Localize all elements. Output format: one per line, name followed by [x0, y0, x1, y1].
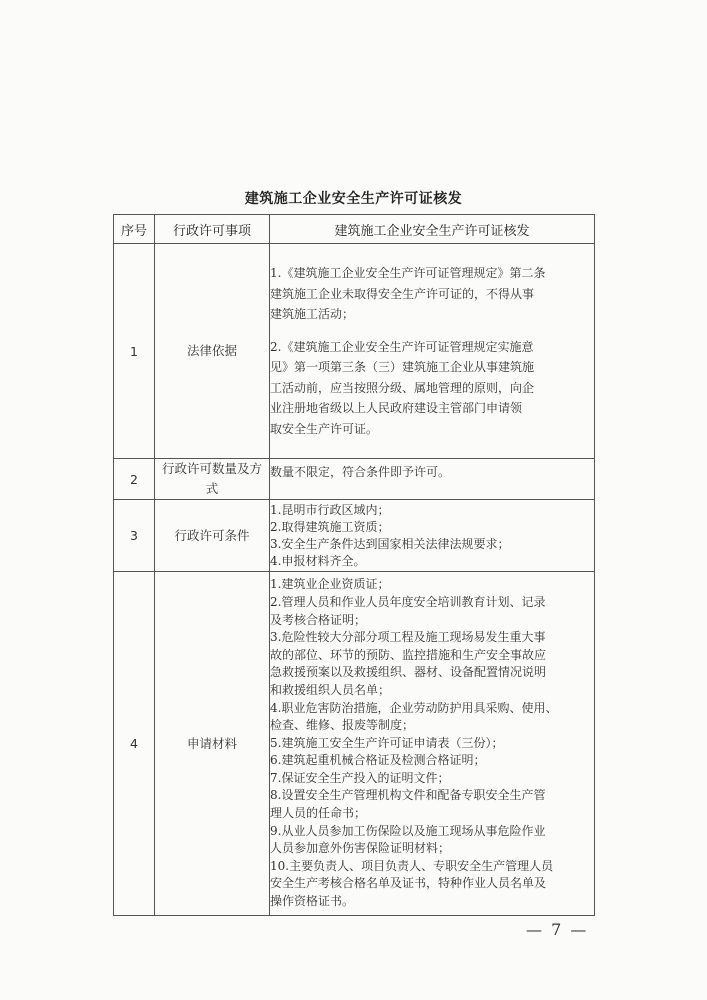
license-table — [113, 214, 595, 916]
table-row — [114, 500, 595, 572]
content-line: 建筑施工活动； — [270, 307, 355, 321]
content-line: 3.安全生产条件达到国家相关法律法规要求； — [270, 536, 510, 551]
row-item: 申请材料 — [155, 572, 270, 916]
content-line: 故的部位、环节的预防、监控措施和生产安全事故应 — [270, 647, 547, 662]
content-line: 人员参加意外伤害保险证明材料； — [270, 841, 451, 856]
legal-basis-paragraph — [270, 337, 594, 440]
table-row — [114, 572, 595, 916]
row-number: 2 — [114, 459, 155, 500]
content-line: 7.保证安全生产投入的证明文件； — [270, 770, 450, 785]
item-line: 行政许可数量及方 — [161, 461, 262, 476]
content-line: 3.危险性较大分部分项工程及施工现场易发生重大事 — [270, 630, 546, 645]
content-line: 4.职业危害防治措施，企业劳动防护用具采购、使用、 — [270, 700, 558, 715]
content-line: 工活动前，应当按照分级、属地管理的原则，向企 — [270, 380, 535, 395]
content-line: 9.从业人员参加工伤保险以及施工现场从事危险作业 — [270, 823, 546, 838]
content-line: 检查、维修、报废等制度； — [270, 718, 415, 733]
table-header-row — [114, 215, 595, 244]
content-line: 安全生产考核合格名单及证书，特种作业人员名单及 — [270, 876, 547, 891]
content-line: 10.主要负责人、项目负责人、专职安全生产管理人员 — [270, 858, 554, 873]
page-number: — 7 — — [526, 920, 589, 939]
row-content — [270, 572, 595, 916]
content-line: 操作资格证书。 — [270, 894, 355, 909]
content-line: 1.昆明市行政区域内； — [270, 502, 390, 517]
content-line: 1.《建筑施工企业安全生产许可证管理规定》第二条 — [270, 266, 546, 280]
table-row — [114, 459, 595, 500]
row-content — [270, 500, 595, 572]
header-content: 建筑施工企业安全生产许可证核发 — [270, 215, 595, 244]
header-item: 行政许可事项 — [155, 215, 270, 244]
row-content: 数量不限定，符合条件即予许可。 — [270, 459, 595, 500]
row-content — [270, 244, 595, 459]
content-line: 理人员的任命书； — [270, 806, 367, 821]
content-line: 见》第一项第三条（三）建筑施工企业从事建筑施 — [270, 360, 535, 374]
row-item — [155, 459, 270, 500]
content-line: 及考核合格证明； — [270, 612, 367, 627]
row-number: 4 — [114, 572, 155, 916]
row-number: 1 — [114, 244, 155, 459]
content-line: 2.取得建筑施工资质； — [270, 519, 390, 534]
content-line: 2.管理人员和作业人员年度安全培训教育计划、记录 — [270, 594, 546, 609]
content-line: 建筑施工企业未取得安全生产许可证的，不得从事 — [270, 286, 535, 301]
item-line: 式 — [205, 481, 219, 496]
document-title: 建筑施工企业安全生产许可证核发 — [244, 191, 463, 207]
content-line: 1.建筑业企业资质证； — [270, 577, 390, 592]
content-line: 8.设置安全生产管理机构文件和配备专职安全生产管 — [270, 788, 546, 803]
content-line: 业注册地省级以上人民政府建设主管部门申请领 — [270, 401, 523, 415]
row-item: 法律依据 — [155, 244, 270, 459]
content-line: 2.《建筑施工企业安全生产许可证管理规定实施意 — [270, 339, 534, 354]
content-line: 取安全生产许可证。 — [270, 421, 379, 436]
content-line: 4.申报材料齐全。 — [270, 553, 366, 568]
header-no: 序号 — [114, 215, 155, 244]
content-line: 5.建筑施工安全生产许可证申请表（三份）； — [270, 735, 504, 750]
row-number: 3 — [114, 500, 155, 572]
row-item: 行政许可条件 — [155, 500, 270, 572]
content-line: 6.建筑起重机械合格证及检测合格证明； — [270, 753, 486, 768]
legal-basis-paragraph — [270, 263, 594, 325]
content-line: 急救援预案以及救援组织、器材、设备配置情况说明 — [270, 665, 547, 680]
content-line: 和救援组织人员名单； — [270, 682, 391, 697]
table-row — [114, 244, 595, 459]
